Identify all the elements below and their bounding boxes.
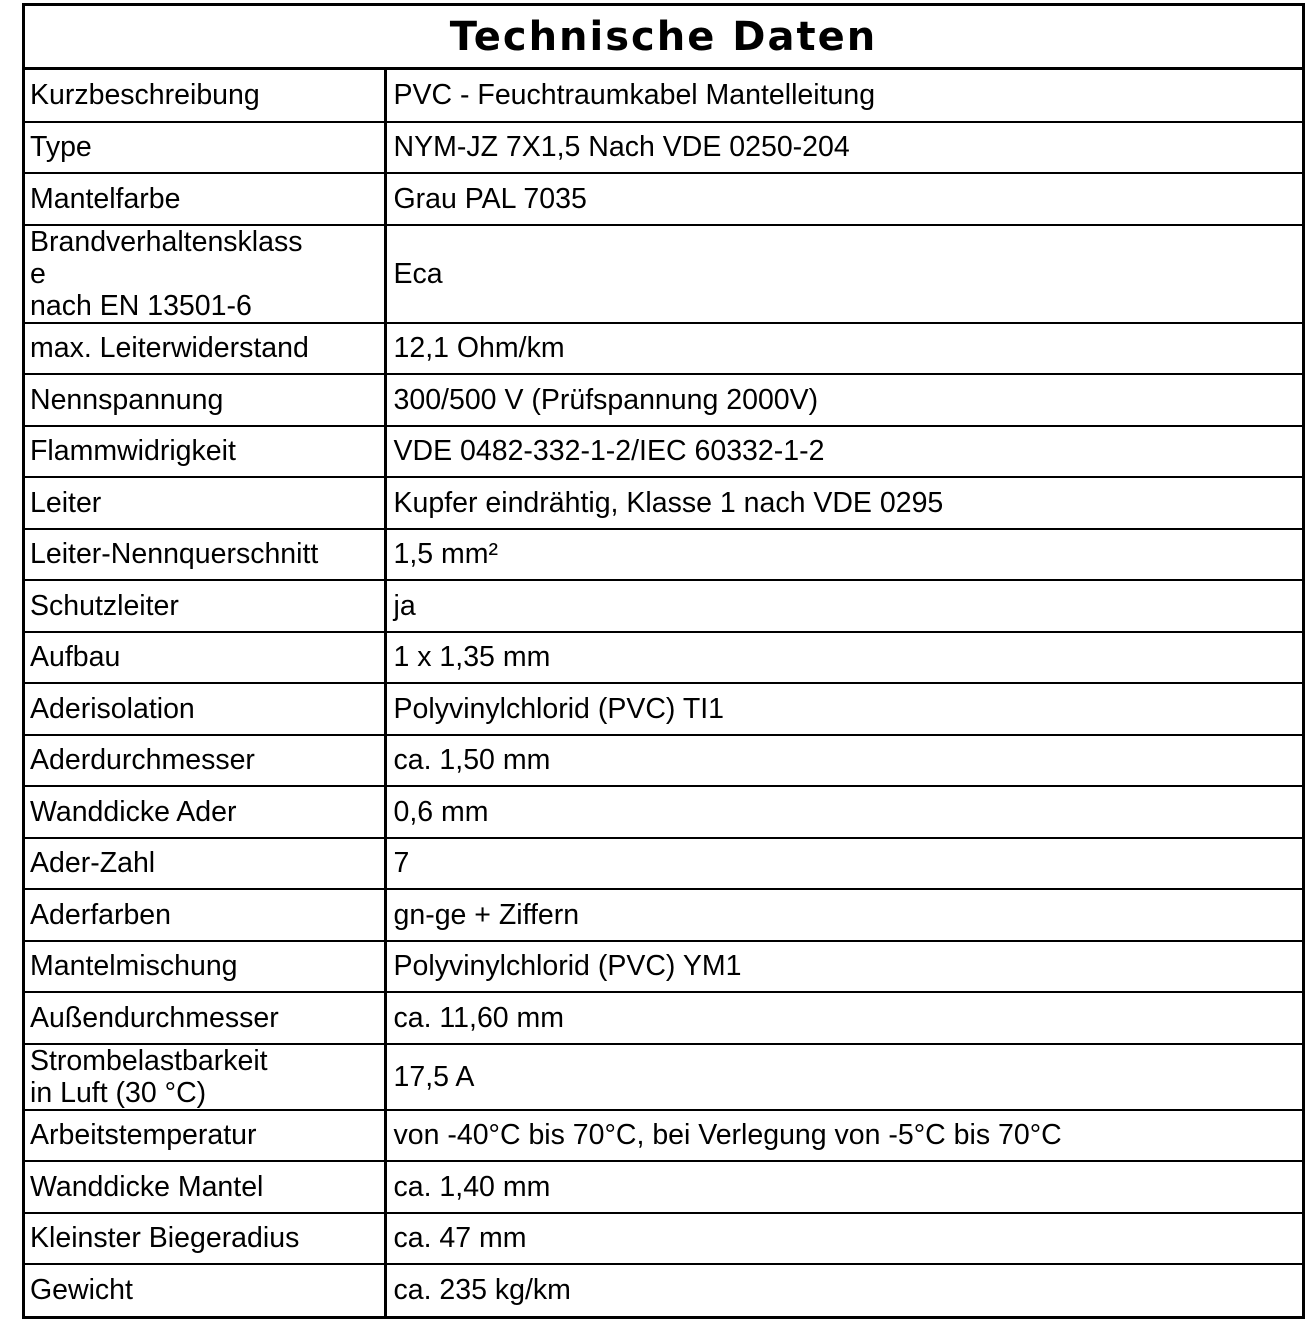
table-row <box>25 323 1302 375</box>
spec-label: Aderdurchmesser <box>25 735 385 787</box>
table-row <box>25 70 1302 122</box>
spec-label: Wanddicke Ader <box>25 786 385 838</box>
table-row <box>25 735 1302 787</box>
spec-label: Brandverhaltensklass e nach EN 13501-6 <box>25 225 385 323</box>
spec-label: Mantelfarbe <box>25 173 385 225</box>
spec-value: Polyvinylchlorid (PVC) TI1 <box>385 683 1302 735</box>
spec-value: NYM-JZ 7X1,5 Nach VDE 0250-204 <box>385 122 1302 174</box>
spec-value: 17,5 A <box>385 1044 1302 1110</box>
spec-label: Strombelastbarkeit in Luft (30 °C) <box>25 1044 385 1110</box>
table-title: Technische Daten <box>25 6 1302 70</box>
spec-value: 7 <box>385 838 1302 890</box>
spec-label: Schutzleiter <box>25 580 385 632</box>
table-row <box>25 1044 1302 1110</box>
spec-label: Außendurchmesser <box>25 992 385 1044</box>
spec-label: Aufbau <box>25 632 385 684</box>
spec-label: Aderisolation <box>25 683 385 735</box>
table-row <box>25 580 1302 632</box>
spec-label: Wanddicke Mantel <box>25 1161 385 1213</box>
table-row <box>25 941 1302 993</box>
spec-label: Ader-Zahl <box>25 838 385 890</box>
table-row <box>25 173 1302 225</box>
spec-value: von -40°C bis 70°C, bei Verlegung von -5°C bis 70°C <box>385 1110 1302 1162</box>
spec-value: Kupfer eindrähtig, Klasse 1 nach VDE 0295 <box>385 477 1302 529</box>
spec-label: Nennspannung <box>25 374 385 426</box>
table-row <box>25 1264 1302 1316</box>
table-row <box>25 477 1302 529</box>
spec-label: Leiter-Nennquerschnitt <box>25 529 385 581</box>
table-row <box>25 1110 1302 1162</box>
spec-value: Polyvinylchlorid (PVC) YM1 <box>385 941 1302 993</box>
table-row <box>25 889 1302 941</box>
table-row <box>25 122 1302 174</box>
table-row <box>25 225 1302 323</box>
table-row <box>25 786 1302 838</box>
table-row <box>25 838 1302 890</box>
spec-label: Flammwidrigkeit <box>25 426 385 478</box>
spec-value: 1 x 1,35 mm <box>385 632 1302 684</box>
table-row <box>25 426 1302 478</box>
table-row <box>25 683 1302 735</box>
spec-table <box>25 70 1302 1316</box>
spec-rows <box>25 70 1302 1316</box>
spec-value: ca. 1,40 mm <box>385 1161 1302 1213</box>
spec-label: max. Leiterwiderstand <box>25 323 385 375</box>
table-row <box>25 1213 1302 1265</box>
table-row <box>25 374 1302 426</box>
spec-value: PVC - Feuchtraumkabel Mantelleitung <box>393 79 876 112</box>
spec-label: Mantelmischung <box>25 941 385 993</box>
spec-label: Leiter <box>25 477 385 529</box>
table-row <box>25 1161 1302 1213</box>
spec-value: 1,5 mm² <box>385 529 1302 581</box>
table-row <box>25 632 1302 684</box>
spec-value: ca. 1,50 mm <box>385 735 1302 787</box>
technical-data-sheet <box>22 3 1305 1319</box>
table-row <box>25 992 1302 1044</box>
spec-label: Aderfarben <box>25 889 385 941</box>
spec-value: gn-ge + Ziffern <box>385 889 1302 941</box>
spec-label: Kurzbeschreibung <box>25 70 385 122</box>
spec-value: 12,1 Ohm/km <box>385 323 1302 375</box>
spec-label: Kleinster Biegeradius <box>25 1213 385 1265</box>
spec-value: ca. 11,60 mm <box>385 992 1302 1044</box>
spec-label: Gewicht <box>25 1264 385 1316</box>
spec-value: 300/500 V (Prüfspannung 2000V) <box>385 374 1302 426</box>
spec-value: Eca <box>385 225 1302 323</box>
table-row <box>25 529 1302 581</box>
spec-value: 0,6 mm <box>385 786 1302 838</box>
spec-label: Type <box>25 122 385 174</box>
spec-value: ca. 235 kg/km <box>385 1264 1302 1316</box>
spec-value: VDE 0482-332-1-2/IEC 60332-1-2 <box>385 426 1302 478</box>
spec-value: ja <box>385 580 1302 632</box>
spec-value: ca. 47 mm <box>385 1213 1302 1265</box>
spec-value: Grau PAL 7035 <box>385 173 1302 225</box>
spec-label: Arbeitstemperatur <box>25 1110 385 1162</box>
